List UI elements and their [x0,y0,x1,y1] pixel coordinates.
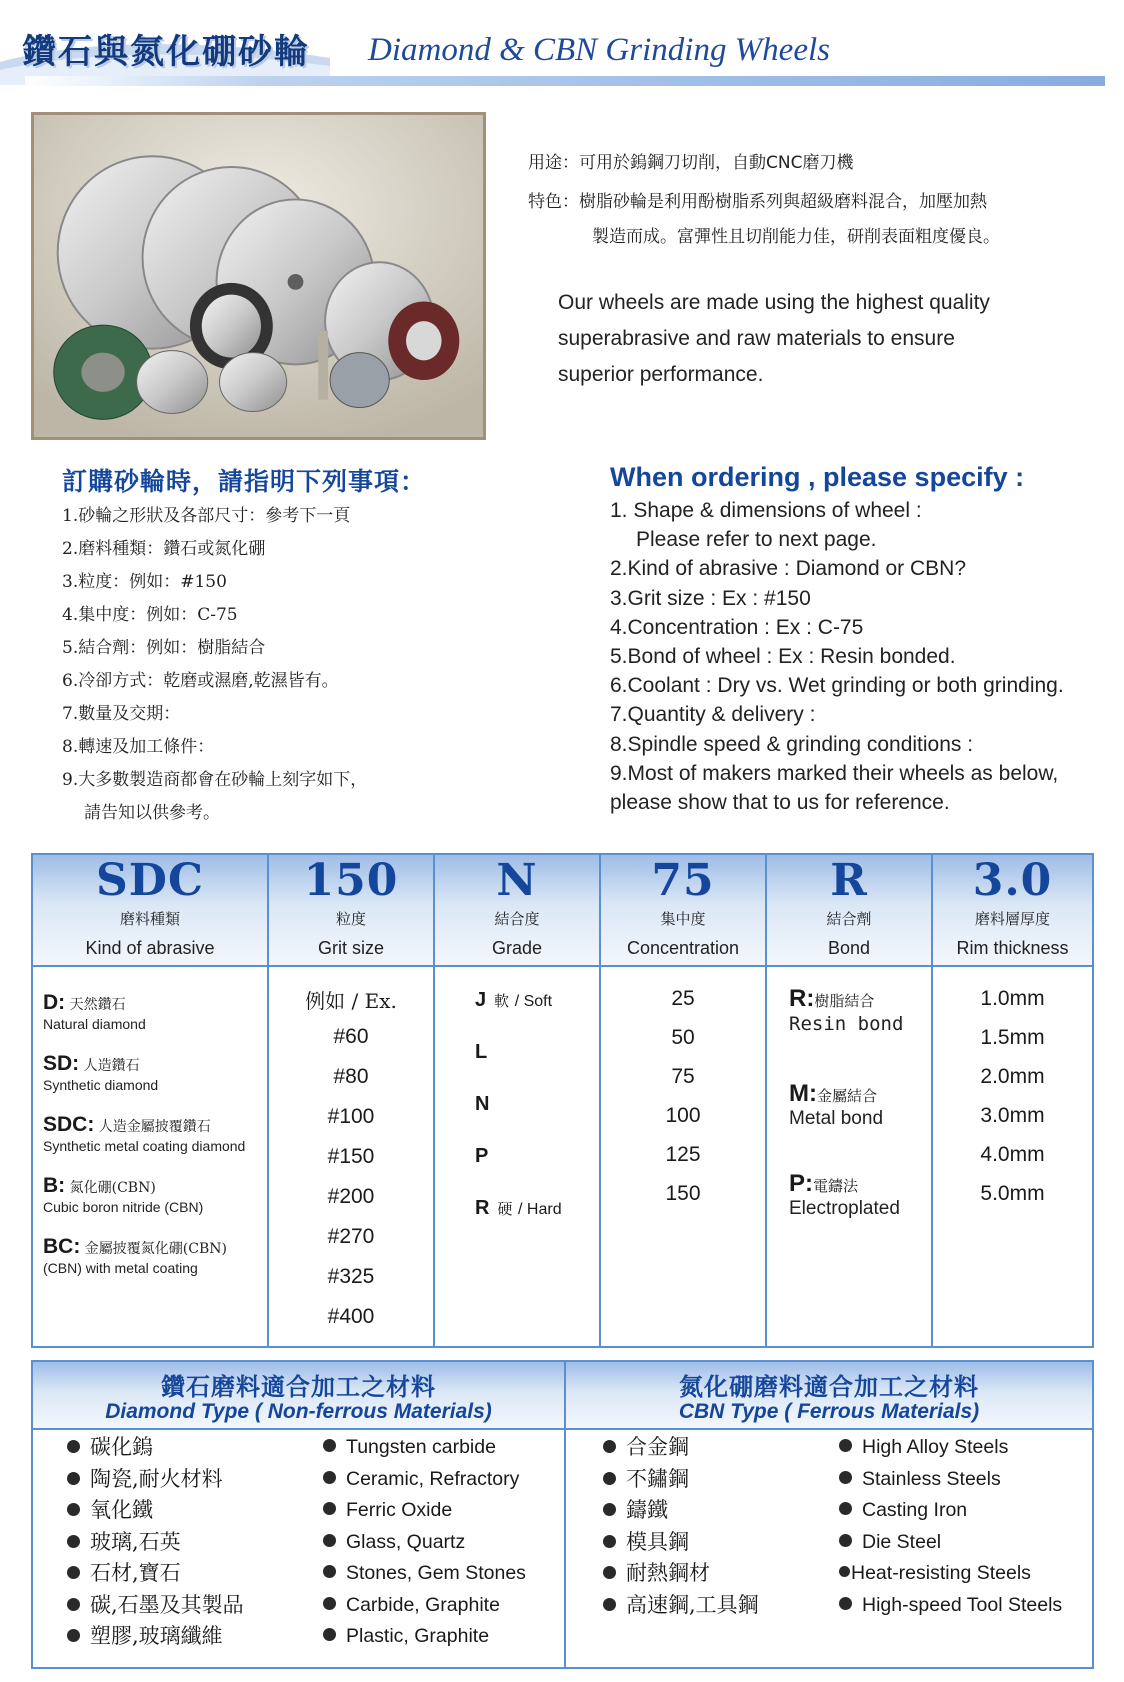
ordering-list-en [610,496,1064,817]
ordering-title-en: When ordering , please specify : [610,462,1025,492]
bond-code: R: [789,985,815,1012]
bond-en: Electroplated [789,1198,900,1219]
header-bond [767,855,931,967]
title-english: Diamond & CBN Grinding Wheels [368,32,830,68]
concentration-value: 25 [671,987,695,1010]
bullet-icon [323,1565,336,1578]
materials-table [31,1360,1094,1669]
abrasive-en: (CBN) with metal coating [43,1260,198,1276]
header-zh: 磨料種類 [119,910,180,928]
list-item: 塑膠,玻璃纖維 [67,1621,244,1653]
list-item: Please refer to next page. [636,528,877,552]
abrasive-code: B: [43,1174,66,1197]
grit-value: #100 [327,1105,375,1128]
grit-column [269,967,433,1348]
list-item: 1. Shape & dimensions of wheel : [610,499,922,522]
header-bar [25,76,1105,86]
grit-value: #270 [327,1225,375,1248]
bullet-icon [323,1439,336,1452]
list-item: Plastic, Graphite [323,1621,526,1653]
header-zh: 集中度 [660,910,706,928]
concentration-value: 125 [665,1143,701,1166]
diamond-type-header [33,1362,564,1430]
bullet-icon [67,1440,80,1453]
bond-column [767,967,931,1348]
list-item: 碳化鎢 [67,1432,244,1464]
rim-thickness-column [933,967,1092,1348]
list-item: 8.Spindle speed & grinding conditions : [610,732,974,756]
abrasive-en: Synthetic metal coating diamond [43,1138,246,1154]
bullet-icon [67,1472,80,1485]
feature-line-2: 製造而成。富彈性且切削能力佳，研削表面粗度優良。 [592,227,1000,247]
materials-header [33,1362,1092,1430]
abrasive-code: SDC: [43,1113,95,1136]
bullet-icon [839,1597,852,1610]
ordering-list-zh [62,500,367,830]
list-item: Tungsten carbide [323,1432,526,1464]
grit-value: #80 [333,1065,369,1088]
list-item: 2.磨料種類：鑽石或氮化硼 [62,539,266,559]
concentration-value: 75 [671,1065,695,1088]
list-item: Stainless Steels [839,1464,1062,1496]
bond-zh: 樹脂結合 [814,992,875,1010]
concentration-value: 50 [671,1026,695,1049]
abrasive-column [33,967,267,1348]
rim-value: 1.0mm [980,987,1045,1010]
list-item: 陶瓷,耐火材料 [67,1464,244,1496]
bullet-icon [603,1472,616,1485]
bullet-icon [839,1471,852,1484]
specification-table [31,853,1094,1348]
concentration-value: 100 [665,1104,701,1127]
grade-code: R [475,1197,490,1219]
abrasive-item [43,991,146,1032]
rim-value: 4.0mm [980,1143,1045,1166]
bullet-icon [67,1566,80,1579]
list-item: Stones, Gem Stones [323,1558,526,1590]
bullet-icon [839,1439,852,1452]
list-item: 不鏽鋼 [603,1464,759,1496]
bullet-icon [839,1502,852,1515]
grit-value: #150 [327,1145,375,1168]
grit-value: #200 [327,1185,375,1208]
header-grade [435,855,599,967]
list-item: 4.Concentration : Ex : C-75 [610,615,864,639]
grade-item [475,1041,487,1064]
header-zh: 氮化硼磨料適合加工之材料 [679,1372,979,1401]
bullet-icon [323,1597,336,1610]
grade-zh: 軟 [494,992,510,1010]
header-en: Rim thickness [956,938,1069,958]
bullet-icon [67,1503,80,1516]
cbn-materials-en [839,1432,1062,1621]
header-code: 150 [303,855,399,906]
list-item: 3.Grit size : Ex : #150 [610,586,811,610]
bullet-icon [839,1534,852,1547]
list-item: Ferric Oxide [323,1495,526,1527]
list-item: 2.Kind of abrasive : Diamond or CBN? [610,557,967,581]
abrasive-item [43,1174,203,1215]
list-item: 4.集中度：例如：C-75 [62,605,238,625]
header-en: Concentration [626,938,740,958]
bond-zh: 電鑄法 [813,1177,859,1195]
bond-code: M: [789,1080,817,1107]
feature-text [528,185,1098,255]
list-item: 6.Coolant : Dry vs. Wet grinding or both grinding. [610,674,1064,698]
list-item: High Alloy Steels [839,1432,1062,1464]
list-item: 合金鋼 [603,1432,759,1464]
grade-zh: 硬 [497,1200,513,1218]
list-item: 9.Most of makers marked their wheels as below, [610,761,1059,785]
list-item: 鑄鐵 [603,1495,759,1527]
grade-item [475,989,552,1012]
grade-item [475,1093,489,1116]
header-code: R [830,855,868,906]
header-code: SDC [96,855,204,906]
bullet-icon [323,1628,336,1641]
header-kind-of-abrasive [33,855,267,967]
grade-code: L [475,1041,488,1063]
list-item: 3.粒度：例如：#150 [62,572,227,592]
abrasive-item [43,1235,227,1276]
header-en: Diamond Type ( Non-ferrous Materials) [105,1400,492,1423]
column-divider [564,1362,566,1667]
intro-en-line-3: superior performance. [558,363,764,386]
title-chinese: 鑽石與氮化硼砂輪 [22,32,310,72]
spec-table-header [33,855,1092,967]
header-code: 3.0 [972,855,1053,906]
bond-code: P: [789,1170,813,1197]
abrasive-en: Synthetic diamond [43,1077,159,1093]
header-rim-thickness [933,855,1092,967]
page-header [0,0,1124,95]
bullet-icon [603,1598,616,1611]
list-item: Heat-resisting Steels [839,1558,1062,1590]
abrasive-zh: 人造金屬披覆鑽石 [98,1119,211,1135]
bond-en: Resin bond [789,1013,904,1035]
header-concentration [601,855,765,967]
list-item: Carbide, Graphite [323,1590,526,1622]
list-item: 請告知以供參考。 [84,803,220,823]
cbn-materials-zh [603,1432,759,1621]
header-code: 75 [651,855,715,906]
list-item: 石材,寶石 [67,1558,244,1590]
product-photo [31,112,486,440]
list-item: 5.Bond of wheel : Ex : Resin bonded. [610,644,956,668]
intro-en-line-2: superabrasive and raw materials to ensure [558,327,955,350]
list-item: High-speed Tool Steels [839,1590,1062,1622]
abrasive-item [43,1113,245,1154]
abrasive-code: SD: [43,1052,80,1075]
abrasive-zh: 人造鑽石 [83,1058,140,1074]
bond-item [789,985,903,1035]
grade-code: J [475,989,487,1011]
bond-en: Metal bond [789,1108,884,1129]
bullet-icon [323,1471,336,1484]
rim-value: 3.0mm [980,1104,1045,1127]
header-en: Grade [491,938,543,958]
list-item: 6.冷卻方式：乾磨或濕磨,乾濕皆有。 [62,671,339,691]
grade-en: / Soft [514,993,553,1010]
diamond-materials-zh [67,1432,244,1653]
grit-value: #60 [333,1025,369,1048]
header-code: N [496,855,538,906]
diamond-materials-en [323,1432,526,1653]
rim-value: 2.0mm [980,1065,1045,1088]
header-zh: 結合劑 [826,910,872,928]
list-item: 高速鋼,工具鋼 [603,1590,759,1622]
bullet-icon [323,1502,336,1515]
list-item: 模具鋼 [603,1527,759,1559]
intro-english [558,285,1078,393]
grit-value: #400 [327,1305,375,1328]
intro-en-line-1: Our wheels are made using the highest quality [558,291,990,314]
header-en: Kind of abrasive [85,938,215,958]
bullet-icon [67,1629,80,1642]
list-item: 5.結合劑：例如：樹脂結合 [62,638,266,658]
grade-item [475,1145,488,1168]
feature-line-1: 特色：樹脂砂輪是利用酚樹脂系列與超級磨料混合，加壓加熱 [528,192,987,212]
abrasive-zh: 天然鑽石 [69,997,126,1013]
bullet-icon [603,1440,616,1453]
grade-code: P [475,1145,489,1167]
list-item: 耐熱鋼材 [603,1558,759,1590]
grit-value: #325 [327,1265,375,1288]
ordering-title-zh: 訂購砂輪時，請指明下列事項： [62,467,427,496]
header-grit-size [269,855,433,967]
rim-value: 1.5mm [980,1026,1045,1049]
header-zh: 鑽石磨料適合加工之材料 [161,1372,436,1401]
abrasive-zh: 氮化硼(CBN) [69,1180,156,1196]
bond-item [789,1080,883,1130]
bullet-icon [323,1534,336,1547]
list-item: Glass, Quartz [323,1527,526,1559]
header-en: Bond [827,938,871,958]
rim-value: 5.0mm [980,1182,1045,1205]
list-item: 玻璃,石英 [67,1527,244,1559]
list-item: 8.轉速及加工條件： [62,737,215,757]
abrasive-en: Natural diamond [43,1016,146,1032]
abrasive-item [43,1052,158,1093]
grade-code: N [475,1093,490,1115]
header-zh: 磨料層厚度 [974,910,1050,928]
cbn-type-header [566,1362,1092,1430]
list-item: 氧化鐵 [67,1495,244,1527]
usage-text: 用途：可用於鎢鋼刀切削，自動CNC磨刀機 [528,153,854,173]
header-zh: 粒度 [335,910,366,928]
bond-zh: 金屬結合 [816,1087,877,1105]
list-item: 碳,石墨及其製品 [67,1590,244,1622]
list-item: Ceramic, Refractory [323,1464,526,1496]
list-item: 7.數量及交期： [62,704,181,724]
spec-table-body [33,967,1092,1348]
list-item: 1.砂輪之形狀及各部尺寸：參考下一頁 [62,506,351,526]
abrasive-code: BC: [43,1235,81,1258]
bullet-icon [603,1503,616,1516]
bullet-icon [67,1598,80,1611]
grit-example-label: 例如 / Ex. [305,989,397,1013]
abrasive-zh: 金屬披覆氮化硼(CBN) [84,1241,227,1257]
list-item: 7.Quantity & delivery : [610,703,816,727]
header-en: CBN Type ( Ferrous Materials) [678,1400,980,1423]
concentration-column [601,967,765,1348]
grade-en: / Hard [518,1201,562,1218]
bullet-icon [603,1566,616,1579]
header-zh: 結合度 [494,910,540,928]
bullet-icon [603,1535,616,1548]
list-item: please show that to us for reference. [610,790,950,814]
list-item: Die Steel [839,1527,1062,1559]
bullet-icon [839,1566,850,1577]
grade-item [475,1197,562,1220]
concentration-value: 150 [665,1182,701,1205]
list-item: 9.大多數製造商都會在砂輪上刻字如下， [62,770,368,790]
list-item: Casting Iron [839,1495,1062,1527]
bullet-icon [67,1535,80,1548]
abrasive-code: D: [43,991,66,1014]
grade-column [435,967,599,1348]
bond-item [789,1170,900,1220]
abrasive-en: Cubic boron nitride (CBN) [43,1199,204,1215]
header-en: Grit size [317,938,384,958]
